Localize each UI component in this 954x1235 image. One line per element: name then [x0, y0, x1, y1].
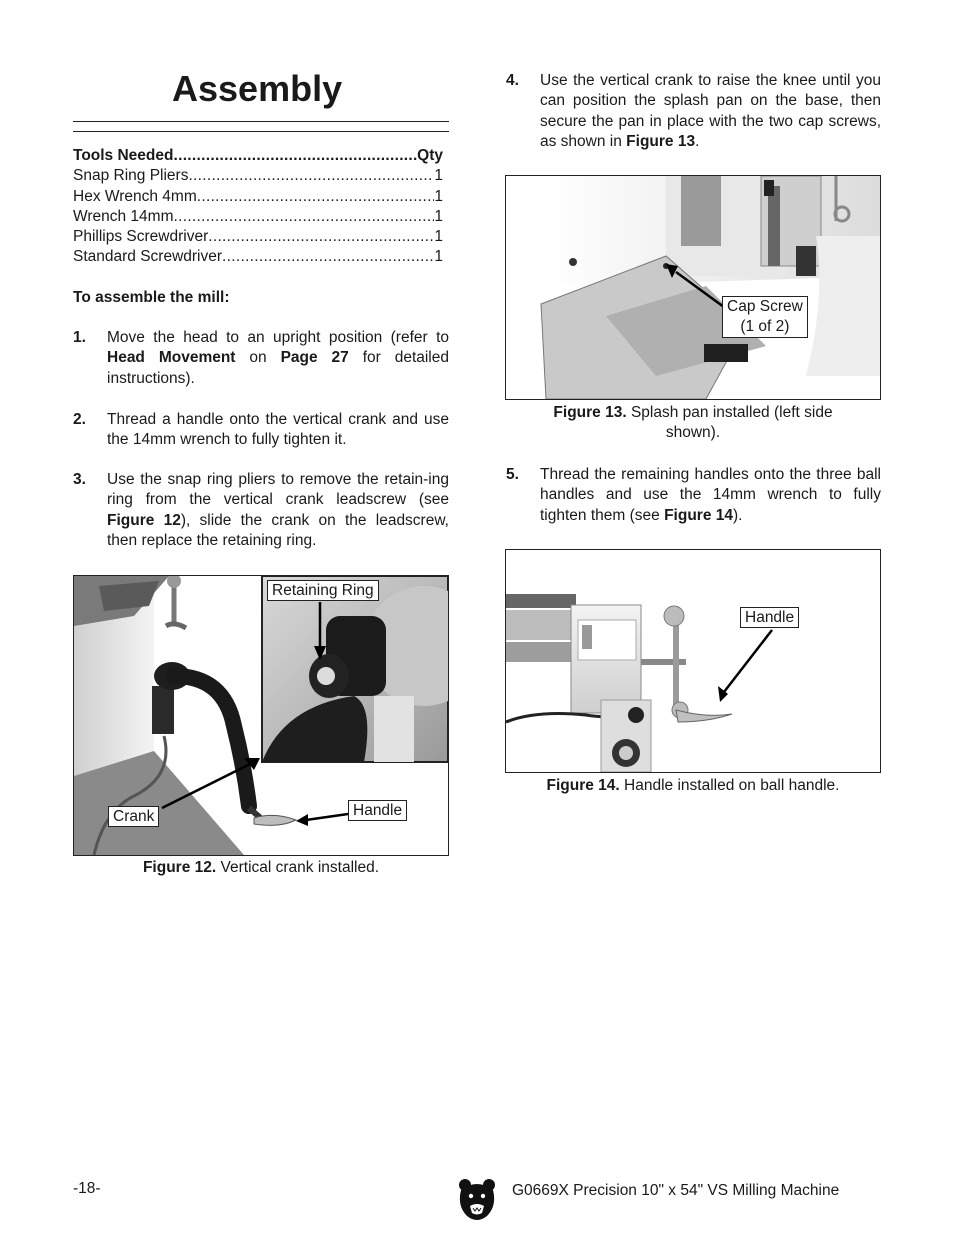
tool-name: Hex Wrench 4mm	[73, 187, 197, 205]
page-title: Assembly	[172, 68, 343, 109]
step-5	[506, 465, 881, 526]
title-rule-top	[73, 121, 449, 122]
callout-handle: Handle	[740, 607, 799, 628]
tool-row	[73, 166, 443, 186]
step-number: 1.	[73, 329, 86, 346]
title-rule-bottom	[73, 131, 449, 132]
step-number: 3.	[73, 471, 86, 488]
figure-14-caption: Figure 14. Handle installed on ball handle.	[546, 777, 840, 794]
tool-qty: 1	[434, 248, 443, 266]
tool-qty: 1	[434, 207, 443, 225]
tools-header-qty: Qty	[417, 147, 443, 164]
figure-14-arrows	[506, 550, 880, 772]
bear-logo-icon	[457, 1178, 497, 1222]
tool-name: Snap Ring Pliers	[73, 167, 189, 185]
assembly-intro: To assemble the mill:	[73, 289, 230, 306]
step-3	[73, 470, 449, 551]
step-text: Move the head to an upright position (refer to Head Movement on Page 27 for detailed instructions).	[107, 329, 449, 387]
callout-retaining-ring: Retaining Ring	[267, 580, 379, 601]
step-4	[506, 71, 881, 152]
figure-13	[505, 175, 881, 400]
tool-qty: 1	[434, 187, 443, 205]
figure-14	[505, 549, 881, 773]
tool-row	[73, 247, 443, 267]
tool-row	[73, 227, 443, 247]
step-number: 5.	[506, 466, 519, 483]
product-name: G0669X Precision 10" x 54" VS Milling Machine	[512, 1182, 840, 1199]
callout-cap-screw: Cap Screw (1 of 2)	[722, 296, 808, 338]
tools-needed-list	[73, 146, 443, 268]
figure-12-caption: Figure 12. Vertical crank installed.	[142, 859, 380, 876]
page-number: -18-	[73, 1180, 101, 1197]
step-text: Thread a handle onto the vertical crank and use the 14mm wrench to fully tighten it.	[107, 411, 449, 449]
tools-header-label: Tools Needed	[73, 147, 174, 164]
tool-qty: 1	[434, 167, 443, 185]
step-number: 4.	[506, 72, 519, 89]
figure-13-arrows	[506, 176, 880, 399]
tools-header-row	[73, 146, 443, 166]
tool-qty: 1	[434, 228, 443, 246]
step-text: Use the vertical crank to raise the knee until you can position the splash pan on the base, then secure the pan in place with the two cap screws, as shown in Figure 13.	[540, 72, 881, 150]
callout-handle: Handle	[348, 800, 407, 821]
step-number: 2.	[73, 411, 86, 428]
step-text: Use the snap ring pliers to remove the retain-ing ring from the vertical crank leadscrew (see Figure 12), slide the crank on the leadscrew, then replace the retaining ring.	[107, 471, 449, 549]
figure-12	[73, 575, 449, 856]
tool-row	[73, 207, 443, 227]
step-1	[73, 328, 449, 389]
figure-13-caption: Figure 13. Splash pan installed (left side shown).	[553, 404, 833, 442]
callout-crank: Crank	[108, 806, 159, 827]
tool-row	[73, 187, 443, 207]
step-2	[73, 410, 449, 451]
step-text: Thread the remaining handles onto the three ball handles and use the 14mm wrench to fully tighten them (see Figure 14).	[540, 466, 881, 524]
tool-name: Wrench 14mm	[73, 207, 174, 225]
tool-name: Standard Screwdriver	[73, 248, 223, 266]
tool-name: Phillips Screwdriver	[73, 228, 209, 246]
